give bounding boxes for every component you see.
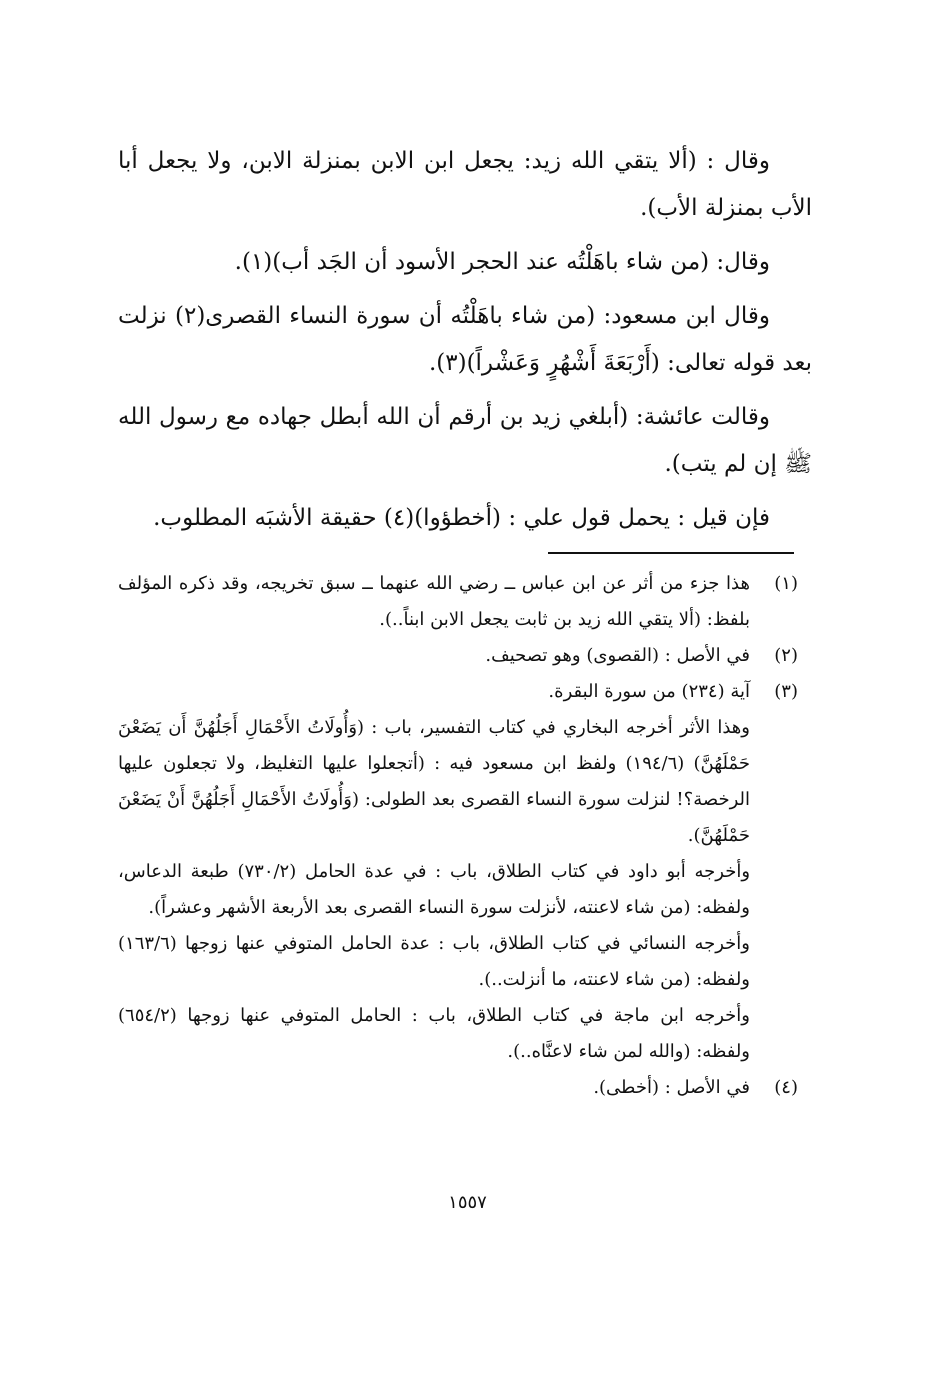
footnote-number: (٣) [774, 681, 798, 702]
footnote-text: هذا جزء من أثر عن ابن عباس ــ رضي الله عنهما ــ سبق تخريجه، وقد ذكره المؤلف بلفظ: (ألا يتقي الله زيد بن ثابت يجعل الابن ابناً..). [118, 573, 750, 630]
body-paragraph: وقال : (ألا يتقي الله زيد: يجعل ابن الابن بمنزلة الابن، ولا يجعل أبا الأب بمنزلة الأب). [118, 148, 812, 221]
footnote [118, 674, 812, 710]
footnote-continuation: وأخرجه النسائي في كتاب الطلاق، باب : عدة الحامل المتوفي عنها زوجها (١٦٣/٦) ولفظه: (من شاء لاعنته، ما أنزلت..). [118, 933, 750, 990]
footnote-continuation: وأخرجه ابن ماجة في كتاب الطلاق، باب : الحامل المتوفي عنها زوجها (٦٥٤/٢) ولفظه: (والله لمن شاء لاعنَّاه..). [118, 1005, 750, 1062]
footnote-continuation: وأخرجه أبو داود في كتاب الطلاق، باب : في عدة الحامل (٧٣٠/٢) طبعة الدعاس، ولفظه: (من شاء لاعنته، لأنزلت سورة النساء القصرى بعد الأربعة الأشهر وعشراً). [118, 861, 751, 918]
footnote-number: (٢) [774, 645, 798, 666]
footnote [118, 638, 812, 674]
footnotes [118, 566, 812, 1106]
footnote-continuation: وهذا الأثر أخرجه البخاري في كتاب التفسير، باب : (وَأُولَاتُ الأَحْمَالِ أَجَلُهُنَّ أَن يَضَعْنَ حَمْلَهُنَّ) (١٩٤/٦) ولفظ ابن مسعود فيه : (أتجعلوا عليها التغليظ، ولا تجعلون عليها الرخصة؟! لنزلت سورة النساء القصرى بعد الطولى: (وَأُولَاتُ الأَحْمَالِ أَجَلُهُنَّ أَنْ يَضَعْنَ حَمْلَهُنَّ). [118, 717, 751, 846]
footnote-separator [548, 552, 794, 554]
footnote-text: آية (٢٣٤) من سورة البقرة. [548, 681, 750, 702]
main-text [118, 138, 812, 549]
body-paragraph: وقالت عائشة: (أبلغي زيد بن أرقم أن الله أبطل جهاده مع رسول الله ﷺ إن لم يتب). [118, 404, 812, 477]
body-paragraph: وقال: (من شاء باهَلْتُه عند الحجر الأسود أن الجَد أب)(١). [234, 249, 770, 275]
footnote-text: في الأصل : (القصوى) وهو تصحيف. [485, 645, 750, 666]
body-paragraph: وقال ابن مسعود: (من شاء باهَلْتُه أن سورة النساء القصرى(٢) نزلت بعد قوله تعالى: (أَرْبَعَةَ أَشْهُرٍ وَعَشْراً)(٣). [118, 303, 812, 376]
footnote-number: (٤) [774, 1077, 798, 1098]
body-paragraph: فإن قيل : يحمل قول علي : (أخطؤوا)(٤) حقيقة الأشبَه المطلوب. [153, 505, 770, 531]
footnote [118, 566, 812, 638]
page-number: ١٥٥٧ [448, 1192, 487, 1213]
footnote-text: في الأصل : (أخطى). [593, 1077, 750, 1098]
footnote [118, 1070, 812, 1106]
footnote-number: (١) [774, 573, 798, 594]
